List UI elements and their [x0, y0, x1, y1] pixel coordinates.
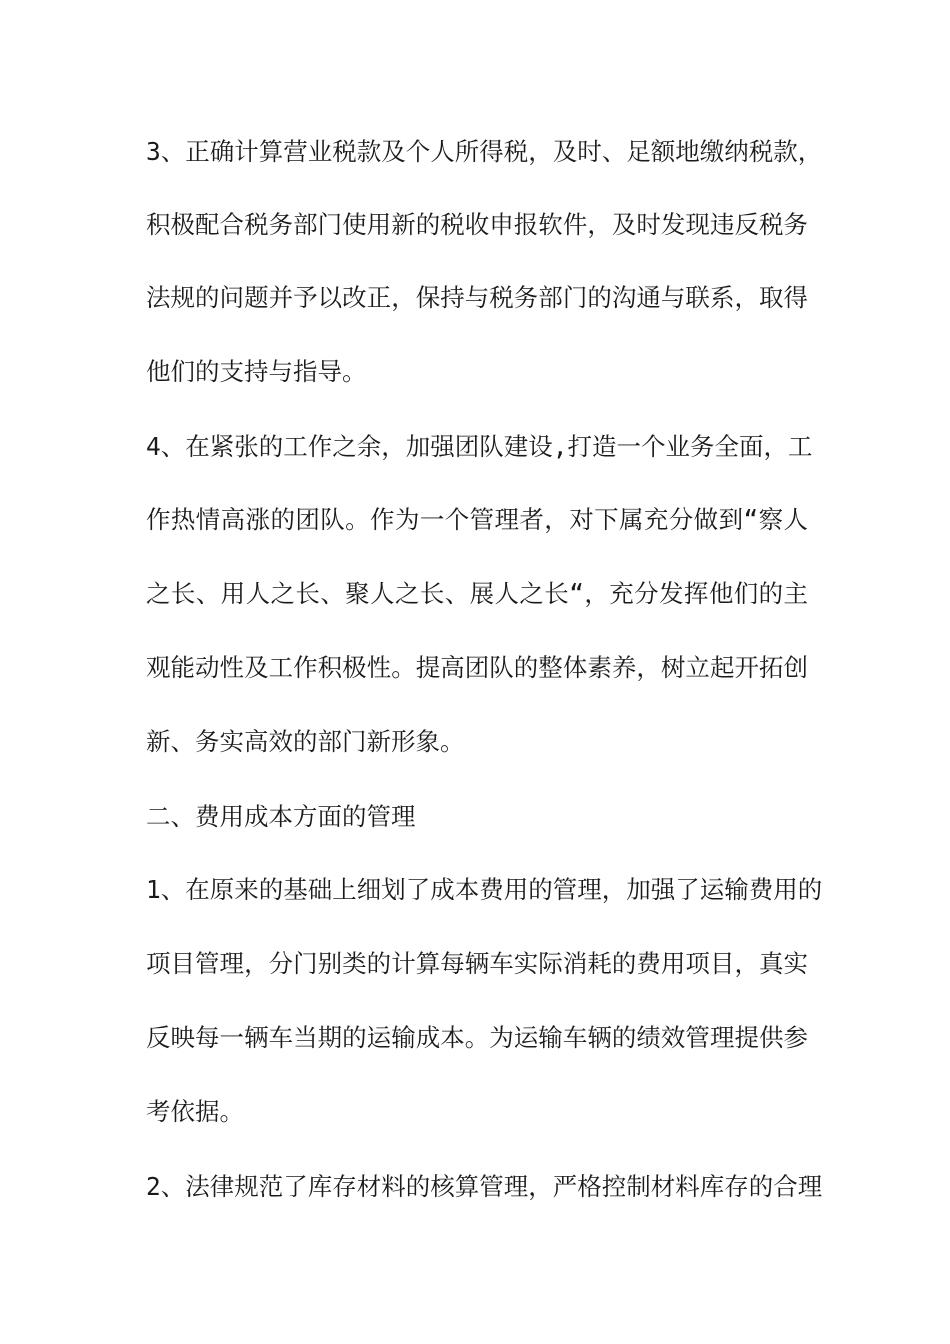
text-line-1: 3、正确计算营业税款及个人所得税，及时、足额地缴纳税款， — [146, 137, 823, 166]
text-line-6: 作热情高涨的团队。作为一个管理者，对下属充分做到“察人 — [146, 505, 808, 534]
section-heading: 二、费用成本方面的管理 — [146, 802, 416, 831]
text-line-13: 反映每一辆车当期的运输成本。为运输车辆的绩效管理提供参 — [146, 1023, 808, 1052]
text-line-9: 新、务实高效的部门新形象。 — [146, 727, 465, 756]
text-line-4: 他们的支持与指导。 — [146, 357, 367, 386]
text-line-2: 积极配合税务部门使用新的税收申报软件，及时发现违反税务 — [146, 210, 808, 239]
text-line-8: 观能动性及工作积极性。提高团队的整体素养，树立起开拓创 — [146, 653, 808, 682]
text-line-11: 1、在原来的基础上细划了成本费用的管理，加强了运输费用的 — [146, 875, 823, 904]
text-line-3: 法规的问题并予以改正，保持与税务部门的沟通与联系，取得 — [146, 283, 808, 312]
text-line-7: 之长、用人之长、聚人之长、展人之长“，充分发挥他们的主 — [146, 579, 808, 608]
text-line-5: 4、在紧张的工作之余，加强团队建设,打造一个业务全面，工 — [146, 432, 813, 461]
text-line-12: 项目管理，分门别类的计算每辆车实际消耗的费用项目，真实 — [146, 949, 808, 978]
text-line-15: 2、法律规范了库存材料的核算管理，严格控制材料库存的合理 — [146, 1172, 823, 1201]
text-line-14: 考依据。 — [146, 1097, 244, 1126]
